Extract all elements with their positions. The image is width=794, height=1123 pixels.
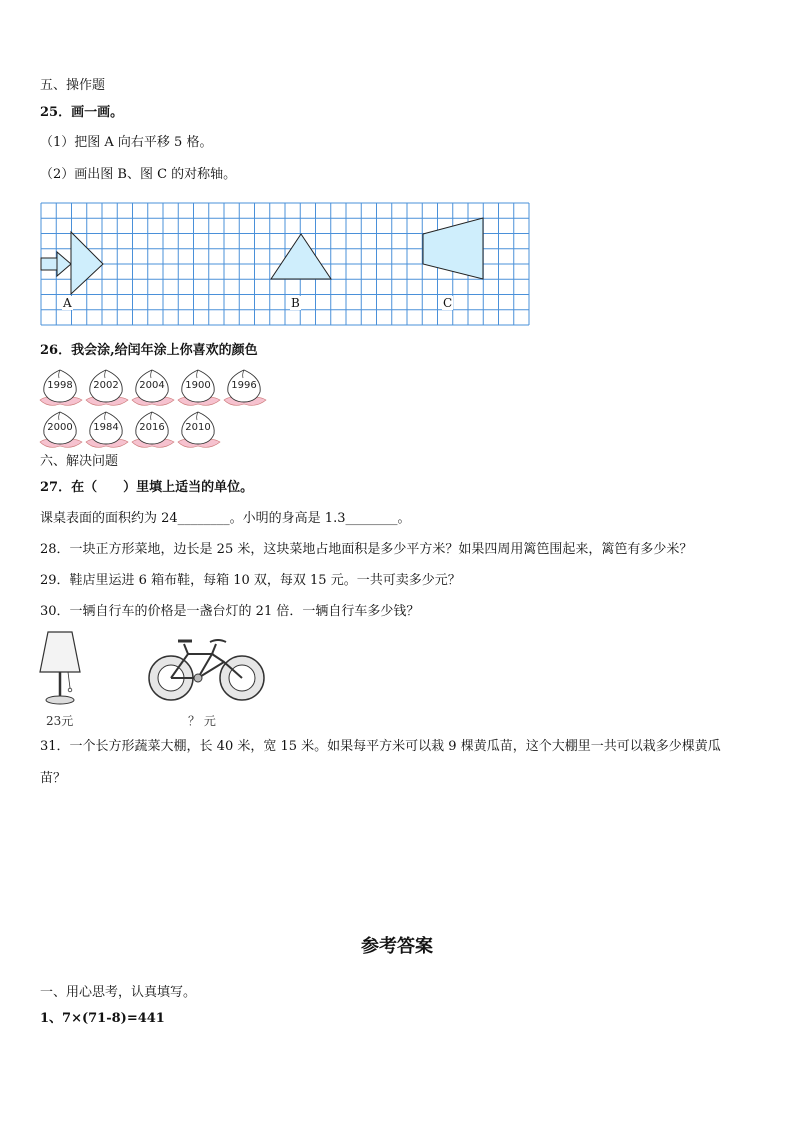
q30-text: 30．一辆自行车的价格是一盏台灯的 21 倍．一辆自行车多少钱？ [40,604,420,619]
peach-2002 [84,368,130,404]
peach-1984 [84,410,130,446]
peach-2016 [130,410,176,446]
section-6-title: 六、解决问题 [40,454,119,469]
q31-line2: 苗？ [40,771,67,786]
section-5-title: 五、操作题 [40,78,106,93]
shape-a [41,232,103,294]
peach-2010 [176,410,222,446]
peach-year: 2010 [185,422,211,433]
lamp-price: 23元 [46,714,74,728]
peach-2004 [130,368,176,404]
grid-figure [40,202,532,330]
q27-body: 课桌表面的面积约为 24________。小明的身高是 1.3________。 [40,511,411,526]
q25-part1: （1）把图 A 向右平移 5 格。 [40,135,213,150]
bicycle-illustration [146,632,268,708]
peach-year: 2000 [47,422,73,433]
peach-2000 [38,410,84,446]
peach-1996 [222,368,268,404]
peach-year: 1996 [231,380,257,391]
shape-c [423,218,483,279]
grid-svg [40,202,532,326]
shape-b [271,234,331,279]
q28-text: 28．一块正方形菜地，边长是 25 米，这块菜地占地面积是多少平方米？如果四周用篱笆围起来，篱笆有多少米？ [40,542,693,557]
q25-part2: （2）画出图 B、图 C 的对称轴。 [40,167,237,182]
q31-line1: 31．一个长方形蔬菜大棚，长 40 米，宽 15 米。如果每平方米可以栽 9 棵黄瓜苗，这个大棚里一共可以栽多少棵黄瓜 [40,739,721,754]
peach-1998 [38,368,84,404]
answers-title: 参考答案 [361,936,433,957]
peach-year: 2002 [93,380,119,391]
bike-price: ？ 元 [188,714,216,728]
q29-text: 29．鞋店里运进 6 箱布鞋，每箱 10 双，每双 15 元。一共可卖多少元？ [40,573,461,588]
peach-year: 1984 [93,422,119,433]
answer-1: 1、7×(71-8)=441 [40,1011,165,1026]
peach-1900 [176,368,222,404]
peach-year: 2004 [139,380,165,391]
peach-year: 2016 [139,422,165,433]
peach-year: 1998 [47,380,73,391]
lamp-illustration [38,630,88,714]
answers-section-1: 一、用心思考，认真填写。 [40,985,197,1000]
label-b: B [291,296,300,310]
q25-title: 25．画一画。 [40,105,124,120]
label-a: A [63,296,72,310]
peach-year: 1900 [185,380,211,391]
label-c: C [443,296,453,310]
q27-title: 27．在（ ）里填上适当的单位。 [40,480,254,495]
q26-title: 26．我会涂,给闰年涂上你喜欢的颜色 [40,343,258,358]
